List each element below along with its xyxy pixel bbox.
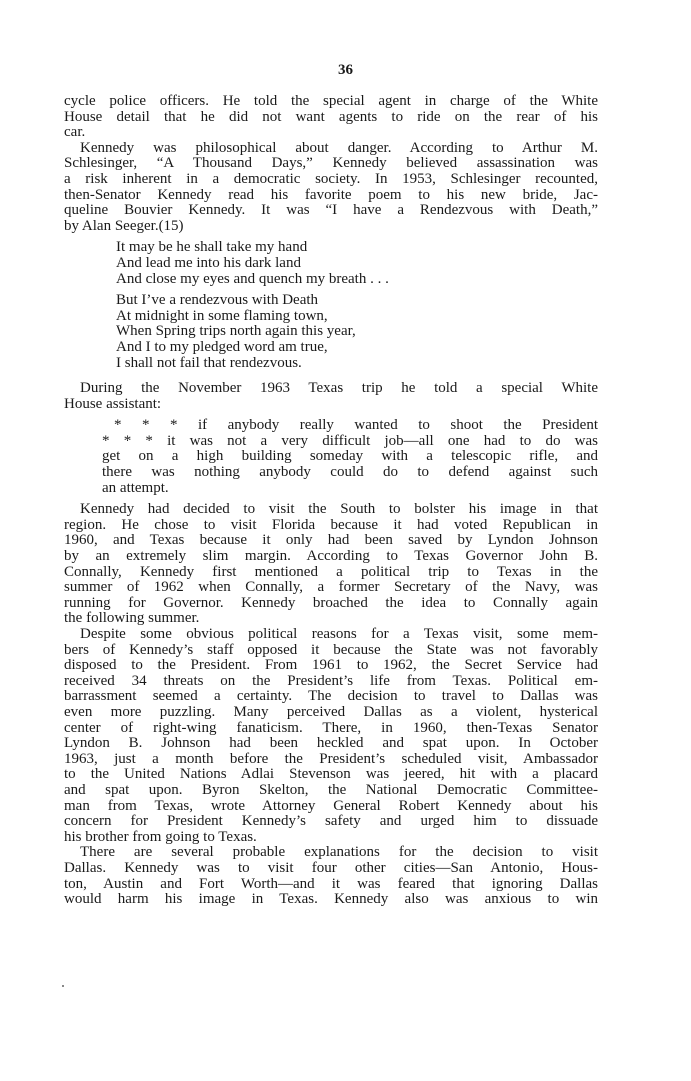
- text-line: the following summer.: [64, 610, 200, 627]
- text-line: Schlesinger, “A Thousand Days,” Kennedy believed assassination was: [64, 155, 598, 172]
- text-line: Lyndon B. Johnson had been heckled and spat upon. In October: [64, 735, 598, 752]
- text-line: During the November 1963 Texas trip he told a special White: [80, 380, 598, 397]
- paragraph-6: [64, 845, 598, 907]
- text-line: car.: [64, 124, 86, 141]
- text-line: by an extremely slim margin. According to Texas Governor John B.: [64, 548, 598, 565]
- text-line: concern for President Kennedy’s safety and urged him to dissuade: [64, 813, 598, 830]
- text-line: Despite some obvious political reasons for a Texas visit, some mem-: [80, 626, 598, 642]
- text-line: cycle police officers. He told the special agent in charge of the White: [64, 93, 598, 109]
- text-line: There are several probable explanations for the decision to visit: [80, 844, 598, 861]
- text-line: center of right-wing fanaticism. There, in 1960, then-Texas Senator: [64, 719, 598, 736]
- quote-line: get on a high building someday with a telescopic rifle, and: [102, 448, 598, 465]
- text-line: 1960, and Texas because it only had been saved by Lyndon Johnson: [64, 532, 598, 549]
- text-line: to the United Nations Adlai Stevenson was jeered, hit with a placard: [64, 766, 598, 783]
- text-line: House assistant:: [64, 395, 162, 412]
- text-line: Kennedy was philosophical about danger. According to Arthur M.: [80, 139, 598, 156]
- text-line: by Alan Seeger.(15): [64, 217, 184, 234]
- verse-line: And lead me into his dark land: [116, 254, 301, 271]
- text-line: even more puzzling. Many perceived Dallas as a violent, hysterical: [64, 703, 598, 720]
- paragraph-2: [64, 141, 598, 235]
- verse-line: And close my eyes and quench my breath . . .: [116, 270, 389, 287]
- quote-line: an attempt.: [102, 479, 169, 496]
- page-number: 36: [338, 62, 353, 78]
- verse-line: It may be he shall take my hand: [116, 239, 308, 256]
- text-line: Connally, Kennedy first mentioned a political trip to Texas in the: [64, 563, 598, 580]
- text-line: barrassment seemed a certainty. The decision to travel to Dallas was: [64, 688, 598, 705]
- quote-line: there was nothing anybody could do to defend against such: [102, 464, 598, 481]
- text-line: would harm his image in Texas. Kennedy also was anxious to win: [64, 891, 598, 908]
- text-line: disposed to the President. From 1961 to 1962, the Secret Service had: [64, 657, 598, 674]
- text-line: 1963, just a month before the President’s scheduled visit, Ambassador: [64, 750, 598, 767]
- text-line: a risk inherent in a democratic society. In 1953, Schlesinger recounted,: [64, 170, 598, 187]
- text-line: Dallas. Kennedy was to visit four other cities—San Antonio, Hous-: [64, 859, 598, 876]
- paragraph-1: [64, 94, 598, 141]
- paragraph-3: [64, 381, 598, 412]
- text-line: region. He chose to visit Florida because it had voted Republican in: [64, 516, 598, 533]
- verse-line: At midnight in some flaming town,: [116, 307, 328, 324]
- text-line: ton, Austin and Fort Worth—and it was feared that ignoring Dallas: [64, 875, 598, 892]
- verse-line: When Spring trips north again this year,: [116, 323, 356, 340]
- block-quote: [102, 418, 598, 496]
- paragraph-5: [64, 627, 598, 845]
- text-line: bers of Kennedy’s staff opposed it because the State was not favorably: [64, 641, 598, 658]
- verse-line: I shall not fail that rendezvous.: [116, 354, 302, 371]
- text-line: Kennedy had decided to visit the South to bolster his image in that: [80, 501, 598, 518]
- verse-line: And I to my pledged word am true,: [116, 338, 328, 355]
- verse-line: But I’ve a rendezvous with Death: [116, 292, 319, 309]
- paragraph-4: [64, 502, 598, 627]
- margin-mark: [62, 985, 64, 987]
- quote-line: * * * it was not a very difficult job—all one had to do was: [102, 432, 598, 449]
- poem-stanza-2: [116, 293, 598, 371]
- text-line: summer of 1962 when Connally, a former Secretary of the Navy, was: [64, 579, 598, 596]
- text-line: queline Bouvier Kennedy. It was “I have a Rendezvous with Death,”: [64, 202, 598, 219]
- poem-stanza-1: [116, 240, 598, 287]
- text-line: running for Governor. Kennedy broached the idea to Connally again: [64, 594, 598, 611]
- quote-line: * * * if anybody really wanted to shoot the President: [114, 417, 598, 434]
- text-line: man from Texas, wrote Attorney General Robert Kennedy about his: [64, 797, 598, 814]
- text-line: received 34 threats on the President’s life from Texas. Political em-: [64, 672, 598, 689]
- text-line: and spat upon. Byron Skelton, the National Democratic Committee-: [64, 781, 598, 798]
- body-text: [64, 94, 598, 908]
- text-line: House detail that he did not want agents to ride on the rear of his: [64, 108, 598, 125]
- text-line: his brother from going to Texas.: [64, 828, 257, 845]
- text-line: then-Senator Kennedy read his favorite poem to his new bride, Jac-: [64, 186, 598, 203]
